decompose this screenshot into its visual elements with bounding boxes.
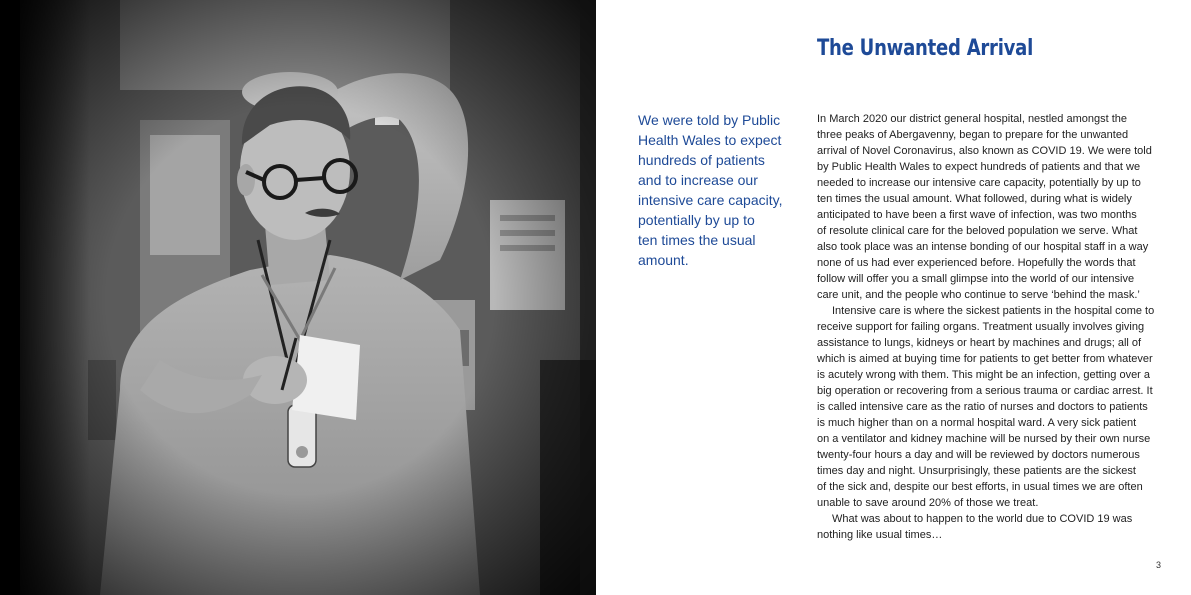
body-line: care unit, and the people who continue to serve ‘behind the mask.’ xyxy=(817,289,1140,301)
pull-quote-line: Health Wales to expect xyxy=(638,132,782,148)
body-line: arrival of Novel Coronavirus, also known as COVID 19. We were told xyxy=(817,145,1152,157)
body-line: Intensive care is where the sickest patients in the hospital come to xyxy=(832,305,1155,317)
body-line: assistance to lungs, kidneys or heart by machines and drugs; all of xyxy=(817,337,1142,349)
body-line: none of us had ever experienced before. Hopefully the words that xyxy=(817,257,1136,269)
body-line: In March 2020 our district general hospital, nestled amongst the xyxy=(817,113,1128,125)
body-line: ten times the usual amount. What followed, during what is widely xyxy=(817,193,1132,205)
body-line: twenty-four hours a day and will be reviewed by doctors numerous xyxy=(817,449,1140,461)
body-line: of resolute clinical care for the beloved population we serve. What xyxy=(817,225,1138,237)
body-text xyxy=(817,111,1157,543)
body-line: nothing like usual times… xyxy=(817,529,943,541)
body-line: unable to save around 20% of those we treat. xyxy=(817,497,1039,509)
body-line: is acutely wrong with them. This might be an infection, getting over a xyxy=(817,369,1151,381)
body-line: three peaks of Abergavenny, began to prepare for the unwanted xyxy=(817,129,1129,141)
pull-quote xyxy=(638,110,798,270)
body-line: of the sick and, despite our best efforts, in usual times we are often xyxy=(817,481,1143,493)
pull-quote-line: and to increase our xyxy=(638,172,758,188)
chapter-title: The Unwanted Arrival xyxy=(817,36,1034,61)
body-line: What was about to happen to the world due to COVID 19 was xyxy=(832,513,1133,525)
body-line: is much higher than on a normal hospital ward. A very sick patient xyxy=(817,417,1137,429)
body-line: anticipated to have been a first wave of infection, was two months xyxy=(817,209,1137,221)
pull-quote-line: We were told by Public xyxy=(638,112,781,128)
body-line: big operation or recovering from a serious trauma or cardiac arrest. It xyxy=(817,385,1153,397)
pull-quote-line: intensive care capacity, xyxy=(638,192,783,208)
pull-quote-line: amount. xyxy=(638,252,689,268)
pull-quote-line: potentially by up to xyxy=(638,212,755,228)
page-number: 3 xyxy=(1156,560,1162,570)
body-line: needed to increase our intensive care capacity, potentially by up to xyxy=(817,177,1141,189)
body-line: is called intensive care as the ratio of nurses and doctors to patients xyxy=(817,401,1148,413)
body-line: follow will offer you a small glimpse into the world of our intensive xyxy=(817,273,1135,285)
body-line: times day and night. Unsurprisingly, these patients are the sickest xyxy=(817,465,1136,477)
body-line: which is aimed at buying time for patients to get better from whatever xyxy=(817,353,1153,365)
body-line: also took place was an intense bonding of our hospital staff in a way xyxy=(817,241,1149,253)
body-line: receive support for failing organs. Treatment usually involves giving xyxy=(817,321,1145,333)
pull-quote-line: hundreds of patients xyxy=(638,152,765,168)
pull-quote-line: ten times the usual xyxy=(638,232,756,248)
body-line: by Public Health Wales to expect hundreds of patients and that we xyxy=(817,161,1141,173)
body-line: on a ventilator and kidney machine will be nursed by their own nurse xyxy=(817,433,1151,445)
